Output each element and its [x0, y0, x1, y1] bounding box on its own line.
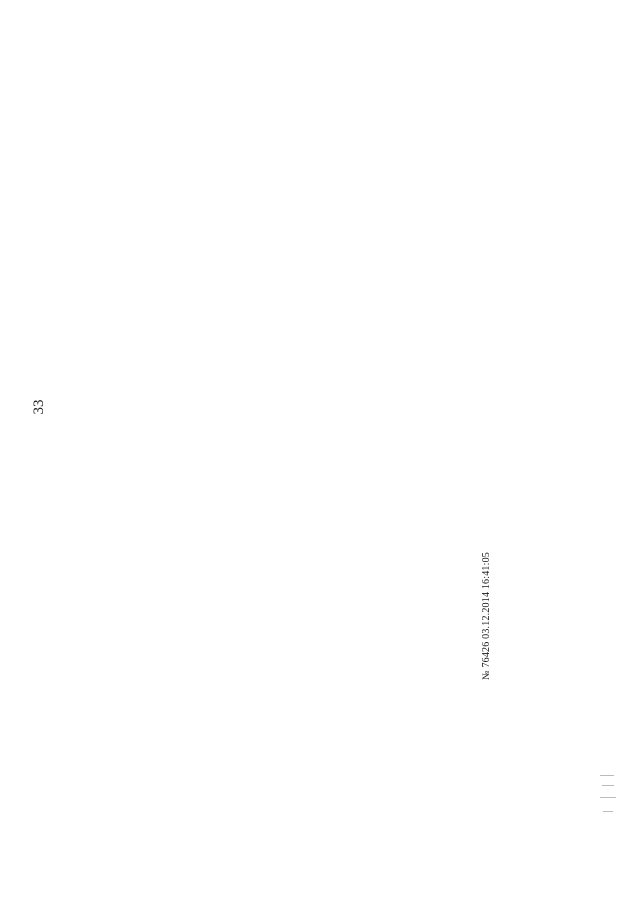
page-number: 33 [31, 399, 47, 415]
table-region [57, 22, 546, 831]
stamp-marks [600, 775, 620, 835]
registration-stamp: № 76426 03.12.2014 16:41:05 [481, 552, 492, 680]
